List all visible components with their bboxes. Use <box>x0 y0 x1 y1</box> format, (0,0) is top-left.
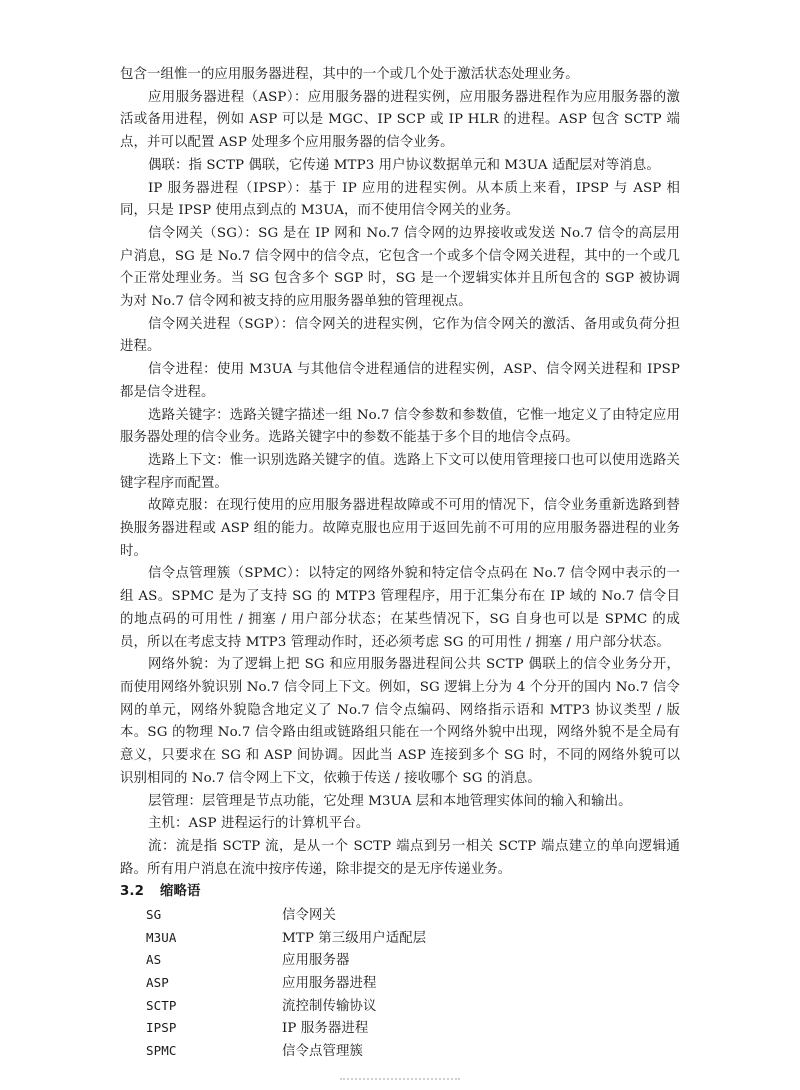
abbreviation-term: MTP 第三级用户适配层 <box>282 930 427 946</box>
abbreviation-row <box>120 949 680 972</box>
definition-paragraph: 选路上下文：惟一识别选路关键字的值。选路上下文可以使用管理接口也可以使用选路关键字程序而配置。 <box>120 452 680 491</box>
abbreviation-code: AS <box>146 952 162 968</box>
abbreviation-row <box>120 1040 680 1063</box>
abbreviation-term: 应用服务器进程 <box>282 976 377 992</box>
definition-paragraph: 信令网关（SG）：SG 是在 IP 网和 No.7 信令网的边界接收或发送 No.7 信令的高层用户消息，SG 是 No.7 信令网中的信令点，它包含一个或多个信令网关进程，其中的一个或几个正常处理业务。当 SG 包含多个 SGP 时，SG 是一个逻辑实体并且所包含的 SGP 被协调为对 No.7 信令网和被支持的应用服务器单独的管理视点。 <box>120 225 680 310</box>
abbreviation-code: SG <box>146 907 162 923</box>
abbreviation-term: 应用服务器 <box>282 953 350 969</box>
abbreviation-code: IPSP <box>146 1020 177 1036</box>
abbreviation-code: SCTP <box>146 997 177 1013</box>
abbreviation-code: ASP <box>146 975 169 991</box>
abbreviation-term: IP 服务器进程 <box>282 1021 369 1037</box>
definition-paragraph: 信令点管理簇（SPMC）：以特定的网络外貌和特定信令点码在 No.7 信令网中表示的一组 AS。SPMC 是为了支持 SG 的 MTP3 管理程序，用于汇集分布在 IP 域的 No.7 信令目的地点码的可用性 / 拥塞 / 用户部分状态；在某些情况下，SG 自身也可以是 SPMC 的成员，所以在考虑支持 MTP3 管理动作时，还必须考虑 SG 的可用性 / 拥塞 / 用户部分状态。 <box>120 566 680 650</box>
definition-paragraph: 偶联：指 SCTP 偶联，它传递 MTP3 用户协议数据单元和 M3UA 适配层对等消息。 <box>148 157 660 173</box>
abbreviation-row <box>120 904 680 927</box>
definition-paragraph: 信令进程：使用 M3UA 与其他信令进程通信的进程实例，ASP、信令网关进程和 IPSP 都是信令进程。 <box>120 362 680 400</box>
definition-paragraph: 应用服务器进程（ASP）：应用服务器的进程实例，应用服务器进程作为应用服务器的激活或备用进程，例如 ASP 可以是 MGC、IP SCP 或 IP HLR 的进程。ASP 包含 SCTP 端点，并可以配置 ASP 处理多个应用服务器的信令业务。 <box>120 89 680 151</box>
abbreviation-term: 流控制传输协议 <box>282 998 377 1014</box>
definition-paragraph: 故障克服：在现行使用的应用服务器进程故障或不可用的情况下，信令业务重新选路到替换服务器进程或 ASP 组的能力。故障克服也应用于返回先前不可用的应用服务器进程的业务时。 <box>120 498 680 559</box>
definition-paragraph: 主机：ASP 进程运行的计算机平台。 <box>148 816 370 832</box>
abbreviation-row <box>120 995 680 1018</box>
definition-paragraph: 层管理：层管理是节点功能，它处理 M3UA 层和本地管理实体间的输入和输出。 <box>148 793 632 809</box>
definition-paragraph: 信令网关进程（SGP）：信令网关的进程实例，它作为信令网关的激活、备用或负荷分担进程。 <box>120 316 680 355</box>
abbreviation-row <box>120 1017 680 1040</box>
definition-paragraph: 流：流是指 SCTP 流，是从一个 SCTP 端点到另一相关 SCTP 端点建立的单向逻辑通路。所有用户消息在流中按序传递，除非提交的是无序传递业务。 <box>120 838 680 877</box>
document-body <box>120 64 680 1063</box>
definitions-list <box>120 64 680 881</box>
section-heading <box>120 881 680 904</box>
abbreviation-term: 信令点管理簇 <box>282 1044 363 1060</box>
definition-paragraph: 网络外貌：为了逻辑上把 SG 和应用服务器进程间公共 SCTP 偶联上的信令业务分开，而使用网络外貌识别 No.7 信令同上下文。例如，SG 逻辑上分为 4 个分开的国内 No.7 信令网的单元，网络外貌隐含地定义了 No.7 信令点编码、网络指示语和 MTP3 协议类型 / 版本。SG 的物理 No.7 信令路由组或链路组只能在一个网络外貌中出现，网络外貌不是全局有意义，只要求在 SG 和 ASP 间协调。因此当 ASP 连接到多个 SG 时，不同的网络外貌可以识别相同的 No.7 信令网上下文，依赖于传送 / 接收哪个 SG 的消息。 <box>120 657 680 786</box>
definition-paragraph: IP 服务器进程（IPSP）：基于 IP 应用的进程实例。从本质上来看，IPSP 与 ASP 相同，只是 IPSP 使用点到点的 M3UA，而不使用信令网关的业务。 <box>120 180 680 219</box>
definition-paragraph: 选路关键字：选路关键字描述一组 No.7 信令参数和参数值，它惟一地定义了由特定应用服务器处理的信令业务。选路关键字中的参数不能基于多个目的地信令点码。 <box>120 407 680 446</box>
abbreviation-row <box>120 972 680 995</box>
section-title: 缩略语 <box>160 884 201 900</box>
definition-paragraph: 包含一组惟一的应用服务器进程，其中的一个或几个处于激活状态处理业务。 <box>120 67 579 82</box>
abbreviation-code: SPMC <box>146 1043 177 1059</box>
abbreviation-term: 信令网关 <box>282 908 336 924</box>
section-number: 3.2 <box>120 884 145 900</box>
abbreviation-row <box>120 927 680 950</box>
page-footer-mark <box>340 1078 460 1090</box>
abbreviation-code: M3UA <box>146 929 177 945</box>
abbreviation-list <box>120 904 680 1063</box>
